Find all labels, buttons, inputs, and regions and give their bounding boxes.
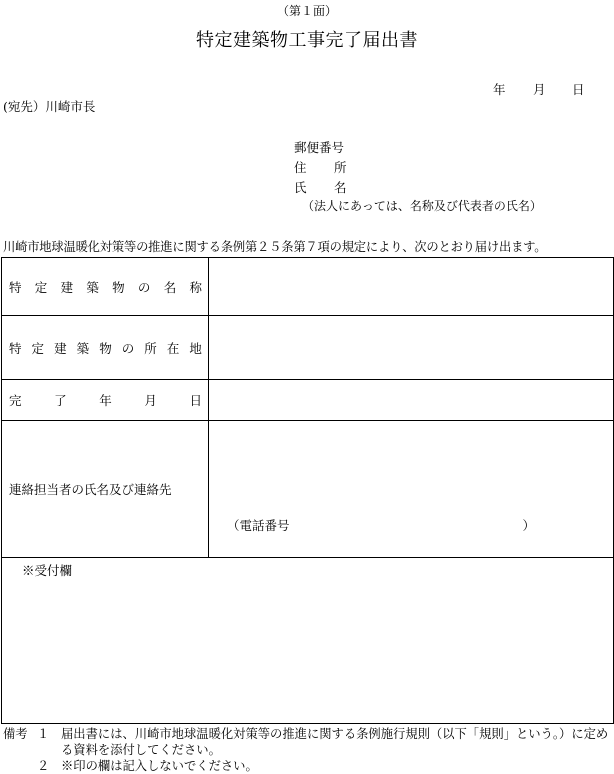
note-item-2 xyxy=(3,758,611,774)
note-text-2: ※印の欄は記入しないでください。 xyxy=(61,759,258,773)
address-label-char-2: 所 xyxy=(334,160,347,175)
building-name-row xyxy=(2,258,614,316)
note-number-2: ２ xyxy=(37,759,50,773)
document-title: 特定建築物工事完了届出書 xyxy=(196,30,418,51)
reception-label: ※受付欄 xyxy=(22,563,73,578)
date-month-label: 月 xyxy=(533,82,546,97)
name-note: （法人にあっては、名称及び代表者の氏名） xyxy=(302,199,542,213)
intro-text: 川崎市地球温暖化対策等の推進に関する条例第２５条第７項の規定により、次のとおり届け出ます。 xyxy=(3,240,547,254)
building-name-field[interactable] xyxy=(209,258,614,316)
completion-form-table xyxy=(1,257,614,724)
note-number-1: １ xyxy=(37,727,50,741)
name-label-char-1: 氏 xyxy=(294,180,307,195)
phone-close-label: ） xyxy=(522,518,535,533)
name-label-char-2: 名 xyxy=(334,180,347,195)
notes-section xyxy=(3,726,611,774)
contact-label: 連絡担当者の氏名及び連絡先 xyxy=(2,421,209,558)
date-day-label: 日 xyxy=(572,82,585,97)
address-label-char-1: 住 xyxy=(294,160,307,175)
note-text-1: 届出書には、川崎市地球温暖化対策等の推進に関する条例施行規則（以下「規則」という。）に定める資料を添付してください。 xyxy=(61,727,609,757)
completion-date-row xyxy=(2,380,614,421)
completion-date-field[interactable] xyxy=(209,380,614,421)
completion-date-label: 完 了 年 月 日 xyxy=(2,380,209,421)
date-year-label: 年 xyxy=(493,82,506,97)
reception-row xyxy=(2,558,614,724)
phone-open-label: （電話番号 xyxy=(227,518,290,533)
phone-number-line xyxy=(209,516,613,534)
page-number: （第１面） xyxy=(276,4,337,18)
building-location-row xyxy=(2,316,614,380)
addressee: (宛先）川崎市長 xyxy=(3,99,96,114)
building-location-field[interactable] xyxy=(209,316,614,380)
contact-row xyxy=(2,421,614,558)
note-item-1 xyxy=(3,726,611,758)
building-location-label: 特 定 建 築 物 の 所 在 地 xyxy=(2,316,209,380)
reception-box xyxy=(2,558,614,724)
notes-heading: 備考 xyxy=(3,727,28,741)
building-name-label: 特 定 建 築 物 の 名 称 xyxy=(2,258,209,316)
postal-code-label: 郵便番号 xyxy=(294,140,345,155)
contact-field[interactable] xyxy=(209,421,614,558)
